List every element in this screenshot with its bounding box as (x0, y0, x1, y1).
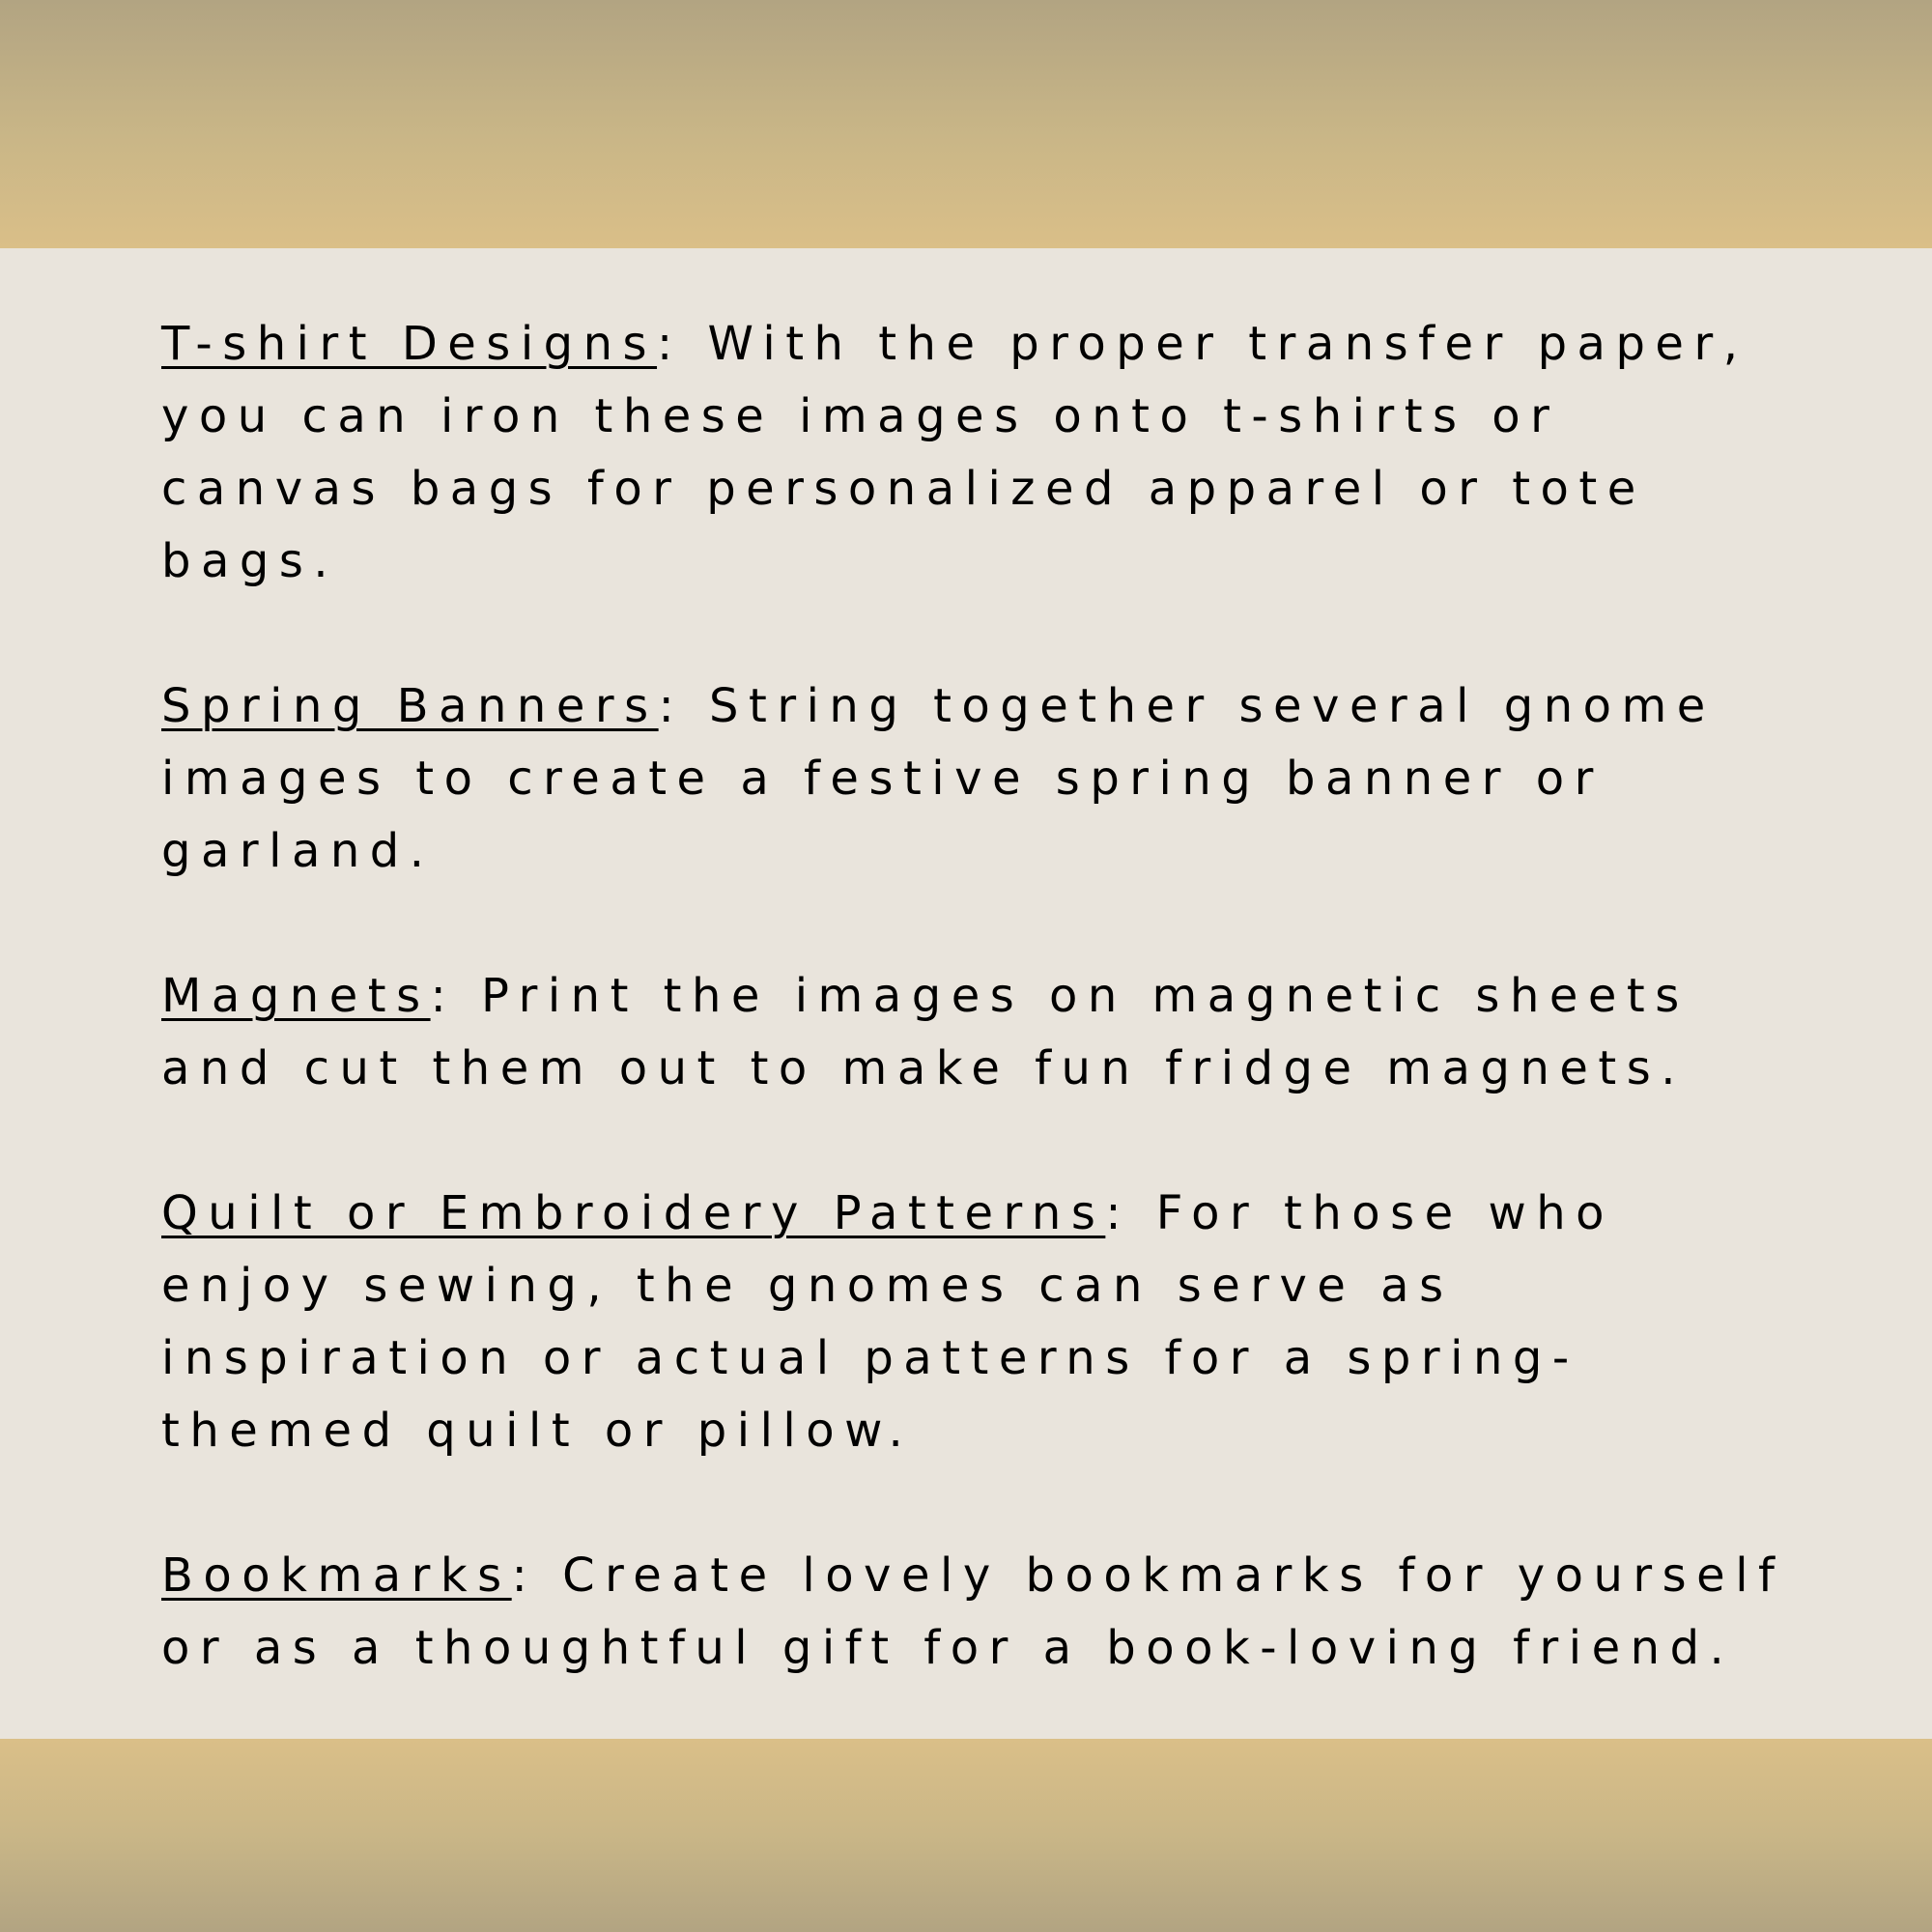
item-description: : For those who (1105, 1186, 1614, 1240)
item-description: : Create lovely bookmarks for yourself (511, 1548, 1785, 1603)
item-description: themed quilt or pillow. (161, 1404, 914, 1458)
item-description: : With the proper transfer paper, (657, 317, 1748, 371)
item-description: : String together several gnome (658, 679, 1716, 733)
top-decorative-band (0, 0, 1932, 248)
item-bookmarks (161, 1540, 1881, 1685)
item-description: enjoy sewing, the gnomes can serve as (161, 1259, 1454, 1313)
item-term: T-shirt Designs (161, 317, 658, 371)
item-first-line (161, 960, 1881, 1033)
item-description: or as a thoughtful gift for a book-loving friend. (161, 1621, 1735, 1675)
item-first-line (161, 670, 1881, 743)
item-description: you can iron these images onto t-shirts or (161, 389, 1560, 443)
item-description: bags. (161, 534, 339, 588)
item-term: Quilt or Embroidery Patterns (161, 1186, 1106, 1240)
item-description: images to create a festive spring banner or (161, 752, 1604, 806)
item-term: Magnets (161, 969, 431, 1023)
item-description: garland. (161, 824, 435, 878)
item-first-line (161, 1178, 1881, 1250)
item-term: Bookmarks (161, 1548, 512, 1603)
item-spring-banners (161, 670, 1881, 888)
item-description: inspiration or actual patterns for a spring- (161, 1331, 1579, 1385)
bottom-decorative-band (0, 1739, 1932, 1932)
item-quilt-embroidery-patterns (161, 1178, 1881, 1467)
item-description: and cut them out to make fun fridge magnets. (161, 1041, 1686, 1095)
item-description: : Print the images on magnetic sheets (430, 969, 1690, 1023)
item-first-line (161, 308, 1881, 381)
item-first-line (161, 1540, 1881, 1612)
item-description: canvas bags for personalized apparel or tote (161, 462, 1646, 516)
item-magnets (161, 960, 1881, 1105)
content-panel (0, 248, 1932, 1739)
item-tshirt-designs (161, 308, 1881, 598)
item-term: Spring Banners (161, 679, 659, 733)
